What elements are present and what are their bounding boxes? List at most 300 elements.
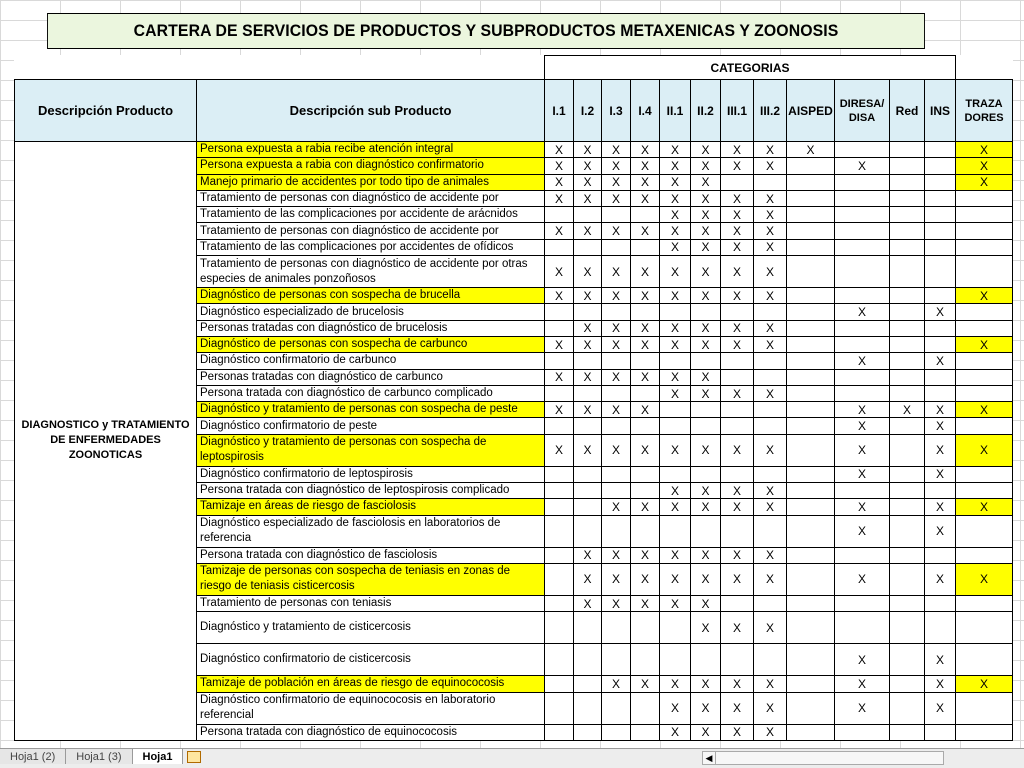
category-mark-cell <box>956 353 1013 369</box>
category-mark-cell <box>956 724 1013 740</box>
category-mark-cell: X <box>660 692 691 724</box>
category-mark-cell: X <box>754 724 787 740</box>
category-mark-cell: X <box>660 369 691 385</box>
category-mark-cell: X <box>660 724 691 740</box>
horizontal-scrollbar[interactable] <box>702 751 944 765</box>
category-mark-cell: X <box>721 190 754 206</box>
category-header: TRAZA DORES <box>956 80 1013 142</box>
category-mark-cell: X <box>925 466 956 482</box>
category-mark-cell: X <box>545 336 574 352</box>
category-mark-cell: X <box>602 595 631 611</box>
category-mark-cell: X <box>602 547 631 563</box>
category-mark-cell <box>787 385 835 401</box>
category-mark-cell: X <box>631 402 660 418</box>
category-mark-cell: X <box>631 369 660 385</box>
category-mark-cell <box>602 418 631 434</box>
category-mark-cell: X <box>574 320 602 336</box>
category-mark-cell: X <box>691 499 721 515</box>
category-mark-cell <box>545 353 574 369</box>
category-mark-cell <box>721 466 754 482</box>
category-mark-cell <box>545 418 574 434</box>
category-mark-cell <box>545 466 574 482</box>
category-mark-cell <box>631 304 660 320</box>
category-mark-cell <box>602 466 631 482</box>
category-mark-cell <box>754 369 787 385</box>
category-header: II.1 <box>660 80 691 142</box>
category-mark-cell <box>890 158 925 174</box>
category-mark-cell <box>787 418 835 434</box>
category-header: I.3 <box>602 80 631 142</box>
category-mark-cell: X <box>574 288 602 304</box>
category-mark-cell: X <box>691 547 721 563</box>
category-header: II.2 <box>691 80 721 142</box>
subproduct-cell: Persona tratada con diagnóstico de leptospirosis complicado <box>197 483 545 499</box>
category-mark-cell <box>660 418 691 434</box>
category-mark-cell: X <box>691 676 721 692</box>
sheet-tab-bar <box>0 748 1024 768</box>
category-header: III.1 <box>721 80 754 142</box>
category-mark-cell: X <box>956 563 1013 595</box>
category-mark-cell: X <box>660 499 691 515</box>
category-mark-cell: X <box>925 434 956 466</box>
category-mark-cell: X <box>574 595 602 611</box>
subproduct-cell: Tamizaje de población en áreas de riesgo de equinococosis <box>197 676 545 692</box>
category-mark-cell <box>574 515 602 547</box>
sheet-tab-list <box>0 749 183 764</box>
category-mark-cell: X <box>602 369 631 385</box>
category-mark-cell <box>956 644 1013 676</box>
category-mark-cell: X <box>835 158 890 174</box>
category-mark-cell <box>925 239 956 255</box>
category-mark-cell <box>574 483 602 499</box>
category-mark-cell: X <box>754 207 787 223</box>
category-mark-cell: X <box>660 676 691 692</box>
category-mark-cell <box>956 223 1013 239</box>
category-mark-cell <box>925 369 956 385</box>
category-mark-cell <box>890 644 925 676</box>
category-mark-cell <box>890 207 925 223</box>
category-mark-cell <box>956 190 1013 206</box>
category-mark-cell: X <box>835 418 890 434</box>
category-mark-cell <box>787 434 835 466</box>
category-mark-cell <box>835 336 890 352</box>
category-mark-cell <box>835 223 890 239</box>
category-mark-cell <box>787 676 835 692</box>
category-mark-cell <box>574 499 602 515</box>
category-mark-cell: X <box>754 483 787 499</box>
category-mark-cell <box>545 595 574 611</box>
category-mark-cell: X <box>545 142 574 158</box>
category-mark-cell <box>890 142 925 158</box>
category-mark-cell: X <box>754 612 787 644</box>
category-mark-cell: X <box>660 563 691 595</box>
category-mark-cell <box>754 418 787 434</box>
subproduct-cell: Personas tratadas con diagnóstico de carbunco <box>197 369 545 385</box>
category-mark-cell: X <box>754 499 787 515</box>
category-mark-cell: X <box>631 158 660 174</box>
category-mark-cell <box>721 418 754 434</box>
category-mark-cell <box>721 402 754 418</box>
category-mark-cell <box>602 239 631 255</box>
subproduct-cell: Tamizaje de personas con sospecha de teniasis en zonas de riesgo de teniasis cisticercosis <box>197 563 545 595</box>
subproduct-cell: Diagnóstico especializado de brucelosis <box>197 304 545 320</box>
subproduct-cell: Persona tratada con diagnóstico de fasciolosis <box>197 547 545 563</box>
category-mark-cell: X <box>631 547 660 563</box>
category-mark-cell <box>787 158 835 174</box>
category-mark-cell <box>660 612 691 644</box>
category-mark-cell <box>956 466 1013 482</box>
category-mark-cell <box>835 612 890 644</box>
category-mark-cell: X <box>956 174 1013 190</box>
subproduct-cell: Tratamiento de personas con diagnóstico de accidente por <box>197 223 545 239</box>
category-mark-cell: X <box>660 320 691 336</box>
category-mark-cell <box>925 288 956 304</box>
category-mark-cell <box>835 595 890 611</box>
category-mark-cell <box>545 612 574 644</box>
category-mark-cell <box>890 483 925 499</box>
category-mark-cell: X <box>691 223 721 239</box>
category-mark-cell: X <box>956 499 1013 515</box>
category-mark-cell: X <box>754 158 787 174</box>
category-mark-cell: X <box>574 563 602 595</box>
category-mark-cell <box>956 369 1013 385</box>
category-mark-cell: X <box>602 499 631 515</box>
category-mark-cell <box>787 595 835 611</box>
category-mark-cell <box>956 692 1013 724</box>
sheet-title <box>47 13 925 49</box>
category-mark-cell <box>925 385 956 401</box>
category-mark-cell <box>890 336 925 352</box>
category-mark-cell <box>835 190 890 206</box>
category-mark-cell <box>545 692 574 724</box>
category-mark-cell: X <box>721 385 754 401</box>
subproduct-cell: Diagnóstico confirmatorio de leptospirosis <box>197 466 545 482</box>
category-mark-cell: X <box>574 336 602 352</box>
category-mark-cell: X <box>545 158 574 174</box>
category-mark-cell <box>890 174 925 190</box>
category-mark-cell <box>890 563 925 595</box>
category-mark-cell <box>602 353 631 369</box>
category-mark-cell: X <box>660 174 691 190</box>
category-mark-cell: X <box>754 320 787 336</box>
category-mark-cell: X <box>925 353 956 369</box>
category-mark-cell: X <box>602 190 631 206</box>
category-mark-cell: X <box>691 483 721 499</box>
category-mark-cell: X <box>721 499 754 515</box>
category-mark-cell: X <box>631 676 660 692</box>
category-mark-cell <box>545 304 574 320</box>
category-mark-cell: X <box>631 336 660 352</box>
category-mark-cell <box>787 499 835 515</box>
category-mark-cell: X <box>754 385 787 401</box>
services-table <box>14 55 1013 741</box>
category-mark-cell: X <box>835 402 890 418</box>
category-mark-cell: X <box>631 499 660 515</box>
category-mark-cell <box>956 595 1013 611</box>
category-mark-cell <box>787 402 835 418</box>
category-mark-cell: X <box>835 515 890 547</box>
sheet-tab[interactable]: Hoja1 (3) <box>66 749 132 764</box>
category-mark-cell <box>545 499 574 515</box>
category-mark-cell <box>925 223 956 239</box>
category-mark-cell <box>890 369 925 385</box>
category-mark-cell <box>691 418 721 434</box>
category-mark-cell: X <box>956 158 1013 174</box>
category-header: INS <box>925 80 956 142</box>
category-mark-cell: X <box>574 256 602 288</box>
category-mark-cell <box>890 353 925 369</box>
category-mark-cell: X <box>721 612 754 644</box>
category-mark-cell: X <box>691 595 721 611</box>
category-mark-cell <box>787 174 835 190</box>
category-mark-cell: X <box>574 223 602 239</box>
category-mark-cell <box>545 724 574 740</box>
category-mark-cell <box>545 563 574 595</box>
category-mark-cell: X <box>835 353 890 369</box>
category-mark-cell <box>956 418 1013 434</box>
subproduct-cell: Personas tratadas con diagnóstico de brucelosis <box>197 320 545 336</box>
subproduct-cell: Diagnóstico confirmatorio de peste <box>197 418 545 434</box>
category-mark-cell: X <box>721 288 754 304</box>
category-mark-cell <box>631 612 660 644</box>
category-mark-cell <box>754 515 787 547</box>
category-mark-cell: X <box>754 676 787 692</box>
header-spacer <box>197 56 545 80</box>
category-mark-cell: X <box>691 336 721 352</box>
category-mark-cell <box>574 466 602 482</box>
insert-sheet-icon[interactable] <box>187 751 201 763</box>
category-mark-cell <box>787 190 835 206</box>
category-mark-cell: X <box>691 692 721 724</box>
category-mark-cell <box>956 304 1013 320</box>
category-mark-cell: X <box>721 336 754 352</box>
category-mark-cell: X <box>602 336 631 352</box>
category-mark-cell <box>754 466 787 482</box>
category-mark-cell <box>956 612 1013 644</box>
category-mark-cell <box>956 239 1013 255</box>
subproduct-cell: Diagnóstico confirmatorio de cisticercosis <box>197 644 545 676</box>
category-mark-cell <box>890 515 925 547</box>
category-mark-cell: X <box>956 434 1013 466</box>
category-mark-cell <box>574 353 602 369</box>
category-mark-cell: X <box>691 288 721 304</box>
subproduct-cell: Persona tratada con diagnóstico de carbunco complicado <box>197 385 545 401</box>
category-mark-cell: X <box>602 288 631 304</box>
category-mark-cell: X <box>631 595 660 611</box>
category-mark-cell <box>835 320 890 336</box>
category-mark-cell: X <box>660 336 691 352</box>
category-mark-cell: X <box>925 692 956 724</box>
category-mark-cell <box>691 402 721 418</box>
subproduct-cell: Manejo primario de accidentes por todo tipo de animales <box>197 174 545 190</box>
category-mark-cell <box>602 483 631 499</box>
sheet-tab[interactable]: Hoja1 (2) <box>0 749 66 764</box>
category-mark-cell: X <box>835 434 890 466</box>
category-mark-cell <box>545 644 574 676</box>
producto-header: Descripción Producto <box>15 80 197 142</box>
category-mark-cell <box>631 692 660 724</box>
category-mark-cell: X <box>721 563 754 595</box>
sheet-tab[interactable]: Hoja1 <box>133 749 184 764</box>
category-mark-cell <box>787 353 835 369</box>
category-header: Red <box>890 80 925 142</box>
category-mark-cell <box>787 466 835 482</box>
category-mark-cell <box>660 402 691 418</box>
category-header: DIRESA/ DISA <box>835 80 890 142</box>
category-mark-cell: X <box>660 288 691 304</box>
category-mark-cell <box>956 385 1013 401</box>
category-header: I.1 <box>545 80 574 142</box>
category-mark-cell: X <box>754 434 787 466</box>
category-mark-cell <box>631 515 660 547</box>
category-mark-cell <box>890 320 925 336</box>
category-mark-cell: X <box>925 563 956 595</box>
category-mark-cell <box>835 207 890 223</box>
category-mark-cell: X <box>835 563 890 595</box>
category-mark-cell: X <box>721 207 754 223</box>
category-mark-cell <box>787 612 835 644</box>
category-mark-cell <box>925 174 956 190</box>
category-mark-cell: X <box>660 256 691 288</box>
category-mark-cell <box>574 676 602 692</box>
category-mark-cell <box>602 644 631 676</box>
category-mark-cell: X <box>631 256 660 288</box>
category-mark-cell: X <box>754 190 787 206</box>
product-group-cell: DIAGNOSTICO y TRATAMIENTO DE ENFERMEDADES ZOONOTICAS <box>15 142 197 741</box>
category-mark-cell: X <box>660 190 691 206</box>
subproduct-cell: Persona tratada con diagnóstico de equinococosis <box>197 724 545 740</box>
category-mark-cell <box>890 499 925 515</box>
category-mark-cell <box>925 207 956 223</box>
category-mark-cell <box>754 644 787 676</box>
category-mark-cell: X <box>691 256 721 288</box>
subproduct-cell: Diagnóstico de personas con sospecha de brucella <box>197 288 545 304</box>
category-mark-cell: X <box>890 402 925 418</box>
category-mark-cell <box>574 385 602 401</box>
category-mark-cell: X <box>925 418 956 434</box>
subproduct-cell: Diagnóstico especializado de fasciolosis en laboratorios de referencia <box>197 515 545 547</box>
category-mark-cell <box>574 207 602 223</box>
category-mark-cell <box>890 288 925 304</box>
subproduct-cell: Tratamiento de personas con diagnóstico de accidente por <box>197 190 545 206</box>
subproduct-cell: Diagnóstico confirmatorio de carbunco <box>197 353 545 369</box>
category-mark-cell <box>602 612 631 644</box>
category-mark-cell <box>691 304 721 320</box>
category-mark-cell <box>956 483 1013 499</box>
category-mark-cell <box>787 692 835 724</box>
category-mark-cell: X <box>956 336 1013 352</box>
category-mark-cell <box>787 239 835 255</box>
category-mark-cell: X <box>691 207 721 223</box>
category-mark-cell <box>890 434 925 466</box>
category-mark-cell: X <box>660 385 691 401</box>
category-mark-cell <box>956 207 1013 223</box>
category-mark-cell: X <box>602 223 631 239</box>
category-mark-cell: X <box>925 676 956 692</box>
category-mark-cell <box>721 304 754 320</box>
category-mark-cell: X <box>660 239 691 255</box>
category-mark-cell <box>721 369 754 385</box>
scroll-left-icon[interactable]: ◀ <box>703 752 716 764</box>
category-mark-cell: X <box>631 223 660 239</box>
category-mark-cell <box>545 547 574 563</box>
category-mark-cell: X <box>721 320 754 336</box>
subproduct-cell: Diagnóstico y tratamiento de personas con sospecha de leptospirosis <box>197 434 545 466</box>
category-mark-cell: X <box>835 644 890 676</box>
category-mark-cell: X <box>835 692 890 724</box>
category-mark-cell <box>890 724 925 740</box>
category-mark-cell <box>660 353 691 369</box>
category-mark-cell <box>925 483 956 499</box>
category-mark-cell: X <box>574 547 602 563</box>
category-mark-cell: X <box>691 434 721 466</box>
category-mark-cell: X <box>660 142 691 158</box>
category-mark-cell <box>835 174 890 190</box>
category-mark-cell <box>835 142 890 158</box>
category-mark-cell: X <box>660 483 691 499</box>
category-mark-cell <box>545 239 574 255</box>
category-mark-cell: X <box>721 483 754 499</box>
category-mark-cell <box>890 547 925 563</box>
category-mark-cell <box>545 320 574 336</box>
category-mark-cell: X <box>602 676 631 692</box>
category-mark-cell <box>631 239 660 255</box>
category-mark-cell: X <box>721 692 754 724</box>
category-mark-cell: X <box>754 223 787 239</box>
category-mark-cell <box>691 644 721 676</box>
category-mark-cell <box>787 223 835 239</box>
category-mark-cell <box>631 483 660 499</box>
category-mark-cell: X <box>754 692 787 724</box>
category-mark-cell <box>631 353 660 369</box>
category-mark-cell: X <box>574 158 602 174</box>
category-mark-cell: X <box>754 142 787 158</box>
category-mark-cell <box>787 724 835 740</box>
category-mark-cell: X <box>660 595 691 611</box>
category-mark-cell: X <box>545 434 574 466</box>
category-mark-cell: X <box>660 223 691 239</box>
category-mark-cell: X <box>754 288 787 304</box>
category-mark-cell <box>754 595 787 611</box>
category-mark-cell: X <box>721 239 754 255</box>
category-mark-cell <box>691 466 721 482</box>
category-mark-cell <box>890 256 925 288</box>
category-mark-cell <box>890 612 925 644</box>
category-mark-cell <box>787 320 835 336</box>
category-mark-cell <box>835 369 890 385</box>
subproducto-header: Descripción sub Producto <box>197 80 545 142</box>
category-mark-cell: X <box>721 142 754 158</box>
category-header: III.2 <box>754 80 787 142</box>
category-mark-cell <box>574 724 602 740</box>
category-mark-cell <box>545 676 574 692</box>
category-mark-cell: X <box>545 369 574 385</box>
category-mark-cell <box>890 190 925 206</box>
category-mark-cell <box>754 353 787 369</box>
category-mark-cell <box>925 612 956 644</box>
header-spacer <box>15 56 197 80</box>
category-mark-cell <box>631 724 660 740</box>
category-mark-cell: X <box>956 288 1013 304</box>
category-mark-cell: X <box>660 547 691 563</box>
subproduct-cell: Diagnóstico y tratamiento de cisticercosis <box>197 612 545 644</box>
subproduct-cell: Diagnóstico y tratamiento de personas con sospecha de peste <box>197 402 545 418</box>
category-mark-cell <box>890 676 925 692</box>
category-mark-cell <box>835 547 890 563</box>
category-mark-cell <box>890 692 925 724</box>
category-mark-cell <box>602 515 631 547</box>
category-mark-cell: X <box>602 434 631 466</box>
